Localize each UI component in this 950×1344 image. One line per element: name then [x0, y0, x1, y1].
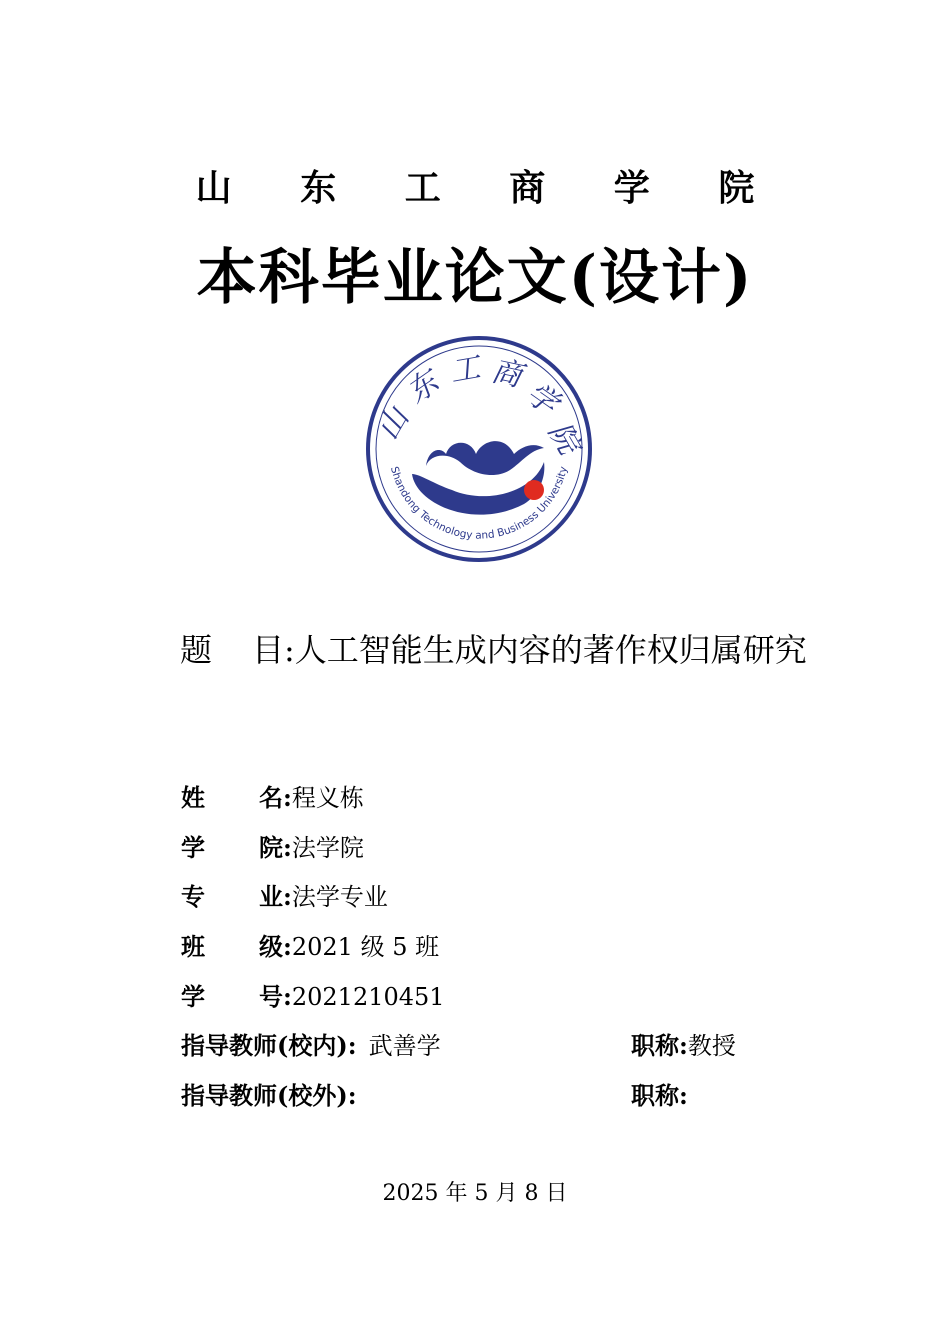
seal-char: 学	[519, 375, 565, 422]
info-label: 号:	[259, 982, 292, 1011]
info-row-name	[181, 781, 821, 815]
info-row-major	[181, 880, 821, 914]
info-row-class	[181, 930, 821, 964]
supervisor-internal-row	[181, 1029, 821, 1063]
supervisor-external-label: 指导教师(校外):	[181, 1081, 357, 1110]
seal-wave-emblem	[412, 441, 544, 515]
seal-char: 山	[370, 402, 416, 446]
topic-label-first: 题	[180, 631, 213, 669]
seal-red-dot	[524, 480, 544, 500]
info-row-student-id	[181, 980, 821, 1014]
supervisor-internal-name: 武善学	[368, 1032, 441, 1060]
topic-label-second: 目:	[252, 631, 295, 669]
info-label: 学	[181, 982, 205, 1011]
title-value: 教授	[687, 1032, 736, 1060]
info-label: 名:	[259, 783, 292, 812]
info-value-college: 法学院	[291, 834, 364, 862]
info-label: 班	[181, 932, 205, 961]
school-name: 山 东 工 商 学 院	[195, 167, 783, 209]
info-label: 姓	[181, 783, 205, 812]
topic-text: 人工智能生成内容的著作权归属研究	[294, 631, 807, 669]
seal-char: 工	[447, 350, 483, 390]
thesis-topic	[128, 626, 840, 674]
seal-char: 院	[541, 416, 587, 460]
title-label: 职称:	[631, 1031, 688, 1060]
seal-english-text: Shandong Technology and Business University	[388, 465, 570, 542]
document-title: 本科毕业论文(设计)	[196, 243, 754, 313]
supervisor-internal-title	[631, 1029, 736, 1063]
info-label: 业:	[259, 882, 292, 911]
info-label: 学	[181, 833, 205, 862]
info-value-major: 法学专业	[291, 883, 388, 911]
title-label: 职称:	[631, 1081, 688, 1110]
info-value-class: 2021 级 5 班	[291, 933, 440, 961]
university-seal-logo	[364, 334, 594, 564]
supervisor-internal-label: 指导教师(校内):	[181, 1031, 357, 1060]
info-label: 专	[181, 882, 205, 911]
seal-char: 商	[488, 353, 525, 395]
supervisor-external-row	[181, 1079, 821, 1113]
submission-date: 2025 年 5 月 8 日	[382, 1181, 568, 1206]
info-value-student-id: 2021210451	[291, 983, 445, 1011]
info-row-college	[181, 831, 821, 865]
info-label: 院:	[259, 833, 292, 862]
supervisor-external-title	[631, 1079, 688, 1113]
info-value-name: 程义栋	[291, 784, 364, 812]
info-label: 级:	[259, 932, 292, 961]
seal-char: 东	[400, 364, 446, 411]
